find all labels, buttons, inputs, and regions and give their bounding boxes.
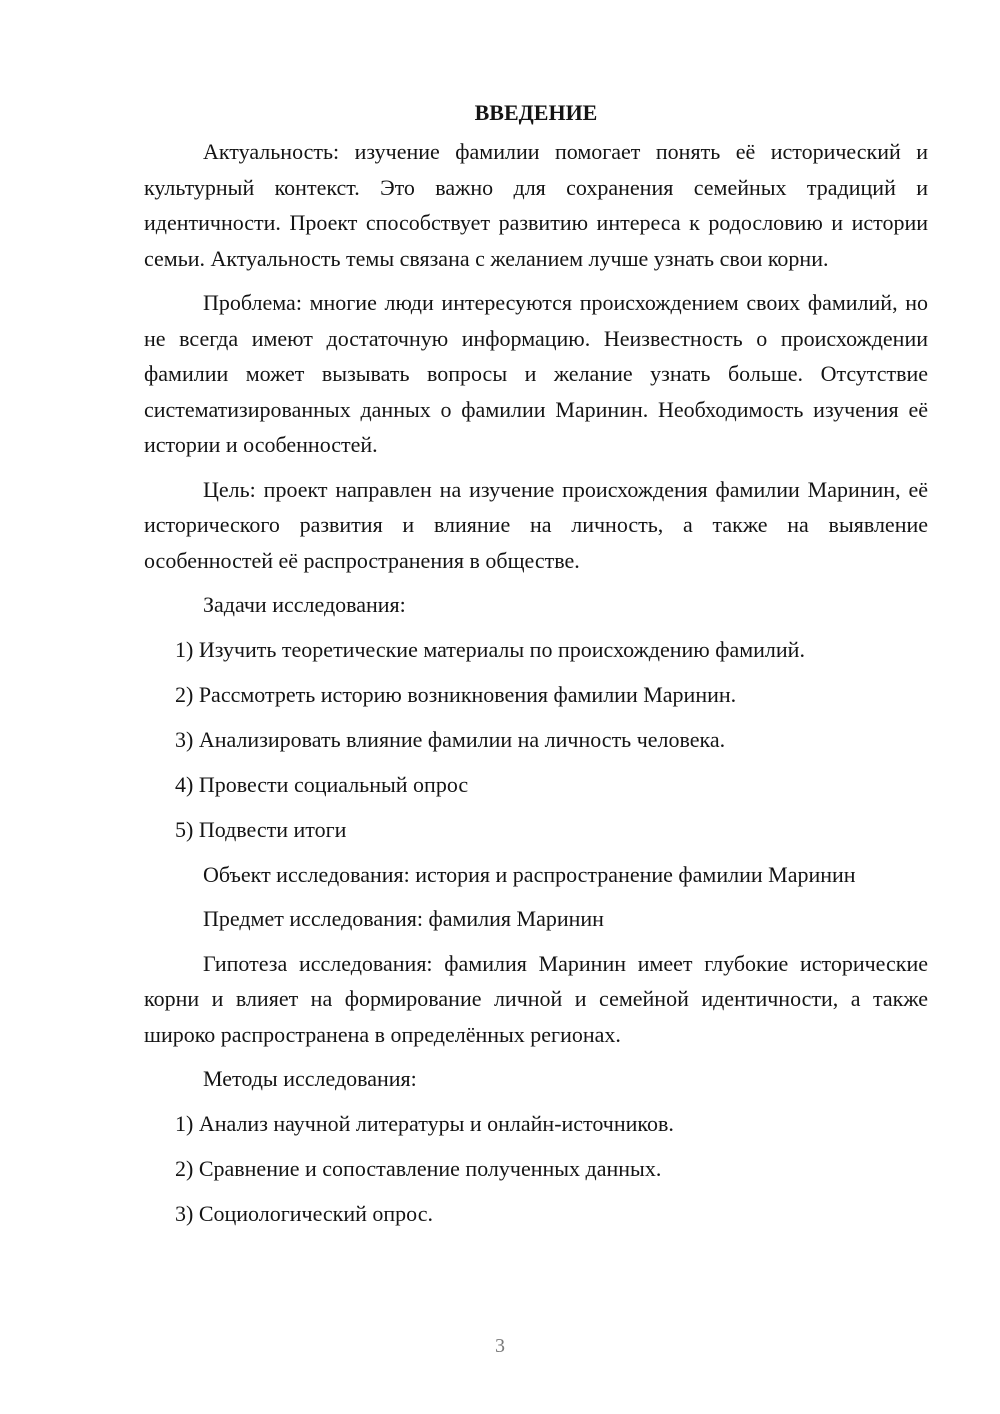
list-item: 3) Социологический опрос.	[175, 1201, 433, 1226]
problem-paragraph: Проблема: многие люди интересуются происхождением своих фамилий, но не всегда имеют достаточную информацию. Неизвестность о происхождении фамилии может вызывать вопросы и желание узнать больше. Отсутствие систематизированных данных о фамилии Маринин. Необходимость изучения её истории и особенностей.	[144, 290, 928, 457]
page-content	[144, 96, 928, 1232]
hypothesis-paragraph: Гипотеза исследования: фамилия Маринин имеет глубокие исторические корни и влияет на формирование личной и семейной идентичности, а также широко распространена в определённых регионах.	[144, 950, 928, 1047]
subject-paragraph: Предмет исследования: фамилия Маринин	[203, 906, 604, 931]
list-item: 1) Анализ научной литературы и онлайн-источников.	[175, 1111, 674, 1136]
methods-list	[144, 1106, 928, 1232]
tasks-title: Задачи исследования:	[203, 592, 406, 617]
list-item: 2) Сравнение и сопоставление полученных данных.	[175, 1156, 662, 1181]
object-paragraph: Объект исследования: история и распространение фамилии Маринин	[203, 861, 856, 887]
tasks-list	[144, 632, 928, 848]
page-number: 3	[495, 1335, 505, 1357]
relevance-paragraph: Актуальность: изучение фамилии помогает понять её исторический и культурный контекст. Это важно для сохранения семейных традиций и идентичности. Проект способствует развитию интереса к родословию и истории семьи. Актуальность темы связана с желанием лучше узнать свои корни.	[144, 139, 928, 271]
section-heading: ВВЕДЕНИЕ	[474, 100, 598, 125]
list-item: 1) Изучить теоретические материалы по происхождению фамилий.	[175, 637, 805, 662]
list-item: 2) Рассмотреть историю возникновения фамилии Маринин.	[175, 682, 737, 707]
methods-title: Методы исследования:	[203, 1066, 417, 1091]
list-item: 5) Подвести итоги	[175, 817, 347, 842]
list-item: 3) Анализировать влияние фамилии на личность человека.	[175, 727, 726, 752]
list-item: 4) Провести социальный опрос	[175, 772, 469, 797]
goal-paragraph: Цель: проект направлен на изучение происхождения фамилии Маринин, её исторического развития и влияние на личность, а также на выявление особенностей её распространения в обществе.	[144, 476, 928, 573]
